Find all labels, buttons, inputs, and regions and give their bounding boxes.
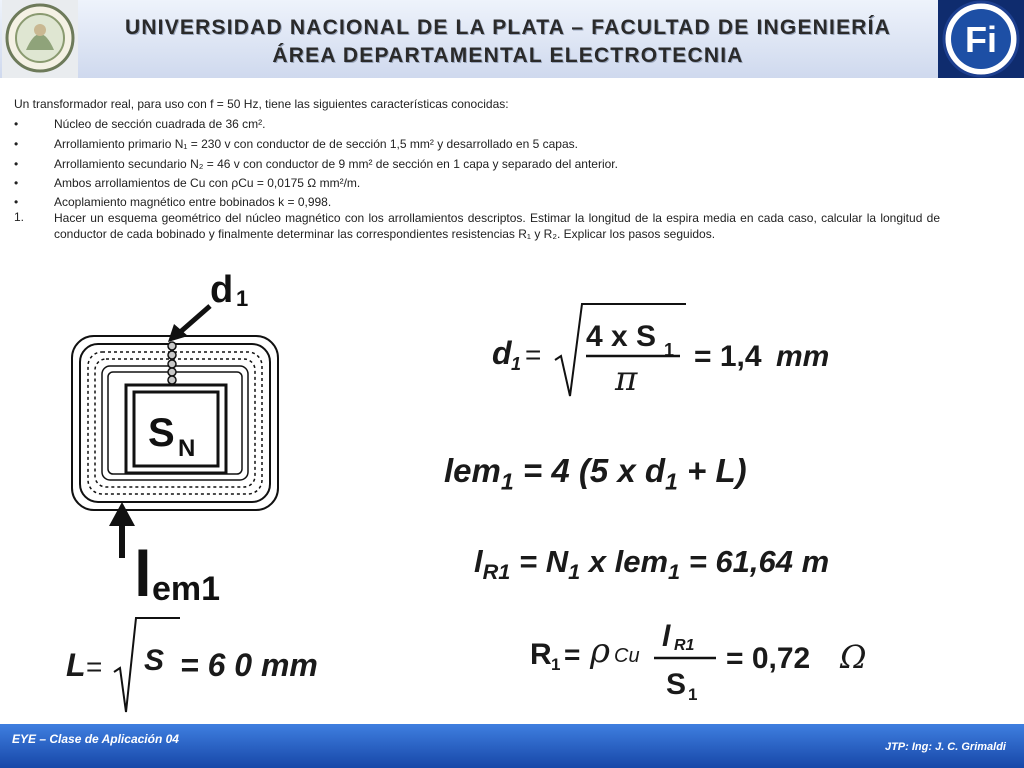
formula-l-result: = 6 0 mm	[180, 647, 318, 683]
bullet-icon: •	[14, 117, 19, 131]
problem-statement: Un transformador real, para uso con f = 50 Hz, tiene las siguientes características conocidas: • Núcleo de sección cuadrada de 36 cm². • Arrollamiento primario N₁ = 230 v con conductor de de sección 1,5 mm² y desarrollado en 5 capas. • Arrollamiento secundario N₂ = 46 v con conductor de 9 mm² de sección en 1 capa y separado del anterior. • Ambos arrollamientos de Cu con ρCu = 0,0175 Ω mm²/m. • Acoplamiento magnético entre bobinados k = 0,998. 1. Hacer un esquema geométrico del núcleo magnético con los arrollamientos descriptos. Estimar la longitud de la espira media en cada caso, calcular la longitud de conductor de cada bobinado y finalmente determinar las correspondientes resistencias R₁ y R₂. Explicar los pasos seguidos.	[14, 97, 940, 241]
formula-l-eq: =	[86, 651, 103, 682]
faculty-logo	[938, 0, 1024, 78]
conductor-circle	[168, 376, 176, 384]
university-seal-logo	[2, 0, 78, 78]
d1-label-sub: 1	[236, 286, 249, 311]
formula-r1	[528, 612, 888, 708]
item-text: Hacer un esquema geométrico del núcleo magnético con los arrollamientos descriptos. Estimar la longitud de la espira media en cada caso, calcular la longitud de conductor de cada bobinado y finalmente determinar las correspondientes resistencias R₁ y R₂. Explicar los pasos seguidos.	[54, 211, 940, 241]
formula-r1-num-sub: R1	[674, 637, 695, 654]
slide-footer	[0, 724, 1024, 768]
formula-d1-lhs: d	[492, 335, 512, 371]
formula-r1-rho-sub: Cu	[614, 645, 640, 667]
formula-d1-unit: mm	[776, 340, 830, 373]
problem-intro: Un transformador real, para uso con f = 50 Hz, tiene las siguientes características conocidas:	[14, 97, 509, 111]
bullet-icon: •	[14, 195, 19, 209]
lem-label-sub: em1	[152, 570, 221, 608]
formula-r1-lhs: R	[530, 638, 552, 671]
core-section-label: S	[148, 411, 175, 455]
formula-d1-result: = 1,4	[694, 340, 762, 373]
formula-d1	[490, 298, 850, 408]
bullet-icon: •	[14, 137, 19, 151]
formula-l-lhs: L	[66, 647, 86, 683]
formula-r1-den-sub: 1	[688, 685, 698, 704]
formula-r1-rho: ρ	[590, 631, 610, 671]
conductor-circle	[168, 342, 176, 350]
lem-label: l	[134, 538, 152, 608]
formula-l	[64, 612, 334, 716]
d1-arrow	[178, 306, 210, 334]
footer-course-label: EYE – Clase de Aplicación 04	[12, 732, 179, 746]
formula-d1-den: π	[615, 359, 638, 399]
formula-r1-den: S	[666, 668, 687, 701]
bullet-icon: •	[14, 176, 19, 190]
conductor-circle	[168, 351, 176, 359]
bullet-icon: •	[14, 157, 19, 171]
formula-r1-lhs-sub: 1	[551, 655, 561, 674]
formula-d1-num: 4 x S	[586, 320, 657, 353]
formula-lr1: $l_{R1} = N_1$ x lem$_1$ = 61,64 m	[474, 544, 830, 585]
formula-d1-eq: =	[525, 339, 542, 370]
conductor-circle	[168, 360, 176, 368]
faculty-logo-text: Fi	[965, 19, 997, 60]
core-winding-diagram	[60, 268, 290, 608]
core-section-sub: N	[178, 435, 196, 462]
conductor-circle	[168, 368, 176, 376]
ohm-symbol: Ω	[840, 638, 867, 676]
magnetic-core-inner	[134, 392, 218, 466]
footer-instructor-label: JTP: Ing: J. C. Grimaldi	[884, 741, 1006, 753]
formula-r1-eq: =	[564, 639, 581, 670]
formula-d1-lhs-sub: 1	[511, 354, 522, 374]
formula-r1-result: = 0,72	[726, 642, 811, 675]
lem-arrow-head	[109, 502, 135, 526]
formula-l-rad: S	[144, 644, 165, 677]
slide-header	[0, 0, 1024, 78]
formula-r1-num: l	[662, 620, 671, 653]
formula-d1-num-sub: 1	[664, 340, 675, 360]
formula-lem: lem$_1$ = 4 (5 x $d_1 + L$)	[444, 452, 747, 495]
item-number: 1.	[14, 210, 25, 224]
header-title-line2: ÁREA DEPARTAMENTAL ELECTROTECNIA	[272, 44, 744, 67]
d1-label: d	[210, 269, 234, 311]
header-title-line1: UNIVERSIDAD NACIONAL DE LA PLATA – FACULTAD DE INGENIERÍA	[124, 16, 892, 39]
